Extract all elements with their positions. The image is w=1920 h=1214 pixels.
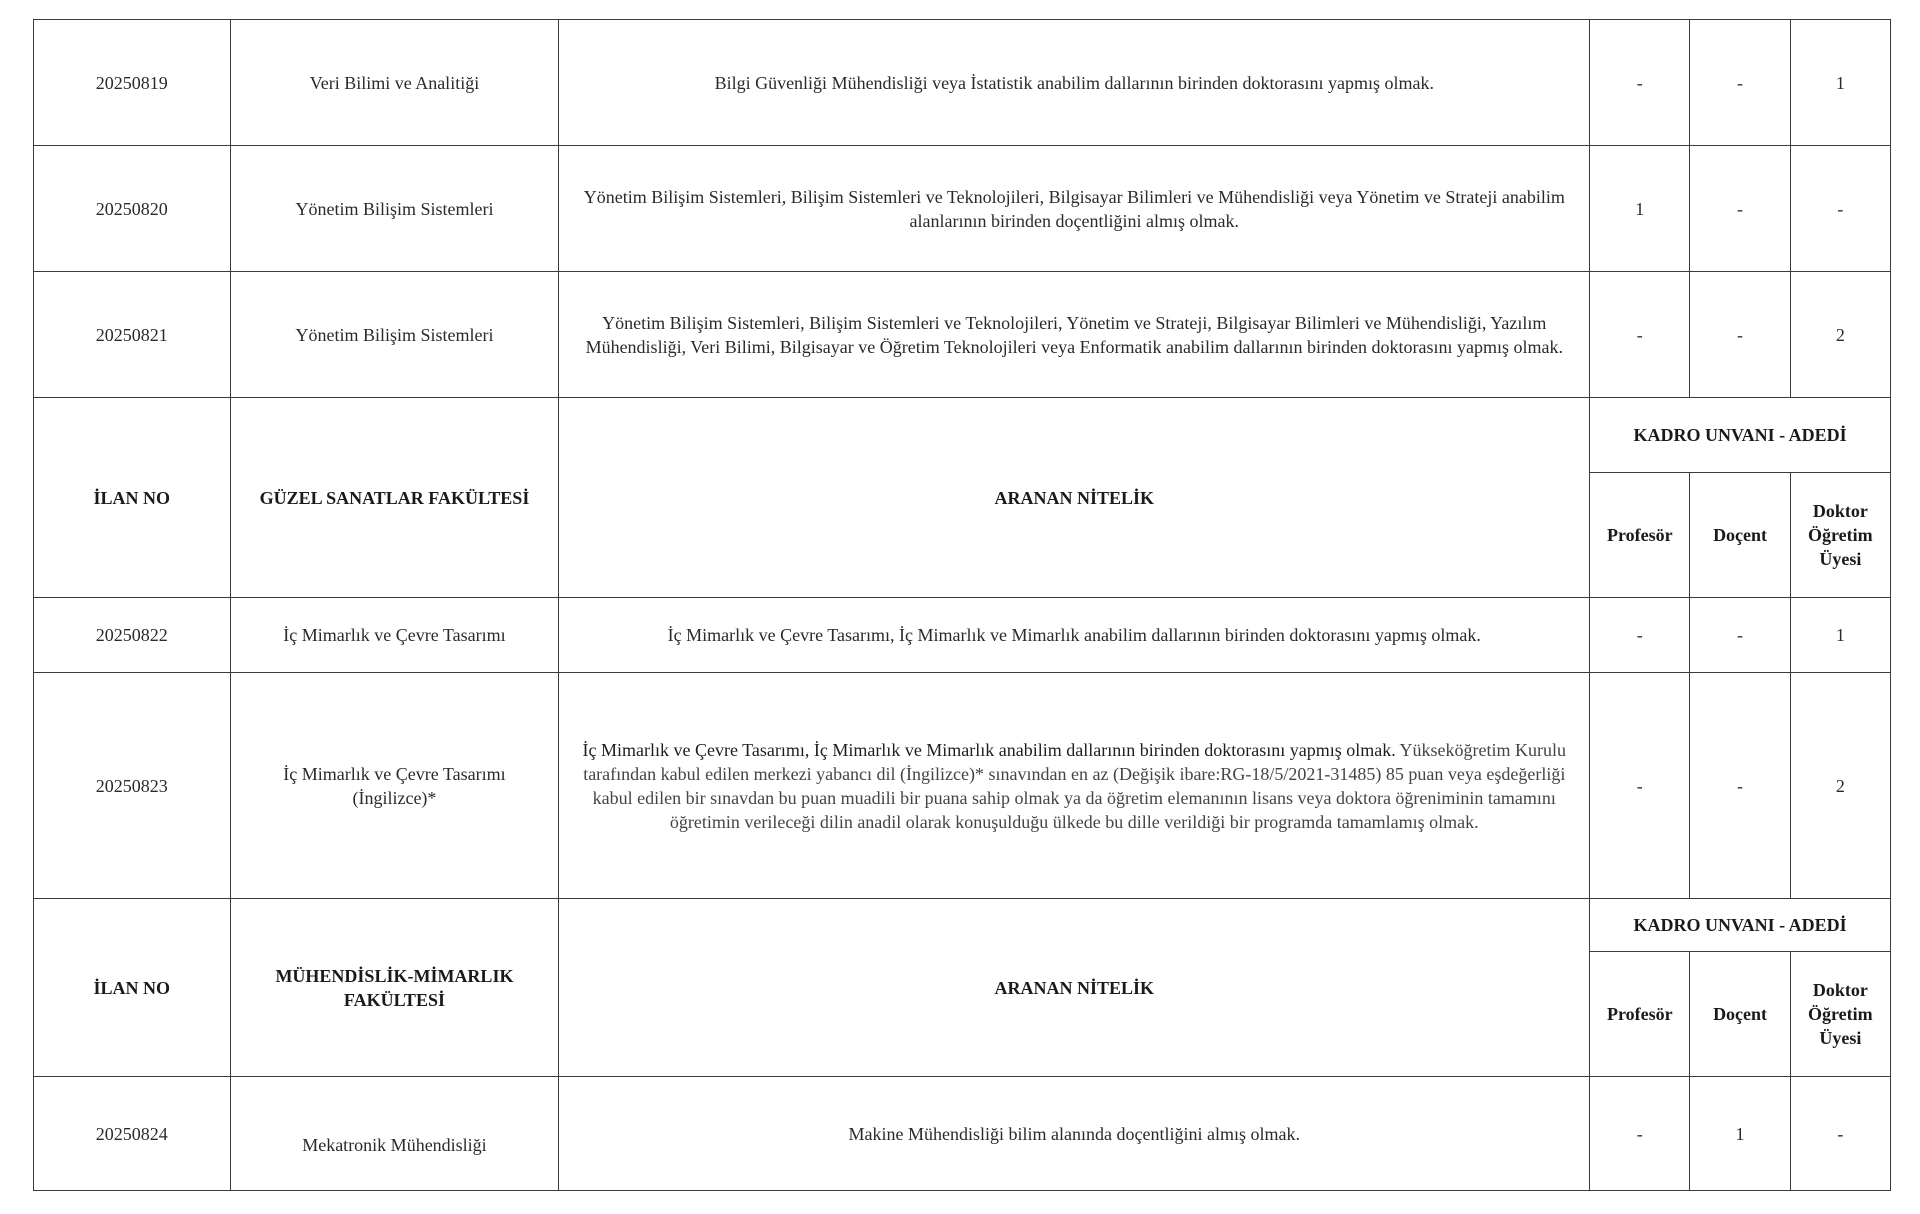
nitelik-cell: Makine Mühendisliği bilim alanında doçentliğini almış olmak. xyxy=(559,1077,1590,1191)
nitelik-cell: Yönetim Bilişim Sistemleri, Bilişim Sistemleri ve Teknolojileri, Yönetim ve Strateji, Bilgisayar Bilimleri ve Mühendisliği, Yazılım Mühendisliği, Veri Bilimi, Bilgisayar ve Öğretim Teknolojileri veya Enformatik anabilim dallarının birinden doktorasını yapmış olmak. xyxy=(559,272,1590,398)
doktor-count: - xyxy=(1790,1077,1890,1191)
nitelik-lead: İç Mimarlık ve Çevre Tasarımı, İç Mimarlık ve Mimarlık anabilim dallarının birinden doktorasını yapmış olmak. xyxy=(582,739,1396,760)
nitelik-header: ARANAN NİTELİK xyxy=(559,899,1590,1077)
docent-header: Doçent xyxy=(1690,473,1790,598)
profesor-header: Profesör xyxy=(1590,473,1690,598)
nitelik-cell: Bilgi Güvenliği Mühendisliği veya İstatistik anabilim dallarının birinden doktorasını yapmış olmak. xyxy=(559,20,1590,146)
docent-count: - xyxy=(1690,20,1790,146)
nitelik-cell: İç Mimarlık ve Çevre Tasarımı, İç Mimarlık ve Mimarlık anabilim dallarının birinden doktorasını yapmış olmak. xyxy=(559,598,1590,673)
bolum-cell: Mekatronik Mühendisliği xyxy=(230,1077,559,1191)
docent-count: - xyxy=(1690,598,1790,673)
doktor-count: 2 xyxy=(1790,673,1890,899)
doktor-header: Doktor Öğretim Üyesi xyxy=(1790,473,1890,598)
profesor-count: - xyxy=(1590,598,1690,673)
kadro-header: KADRO UNVANI - ADEDİ xyxy=(1590,398,1891,473)
bolum-cell: Veri Bilimi ve Analitiği xyxy=(230,20,559,146)
faculty-title: MÜHENDİSLİK-MİMARLIK FAKÜLTESİ xyxy=(230,899,559,1077)
nitelik-rest: Yükseköğretim Kurulu tarafından kabul edilen merkezi yabancı dil (İngilizce)* sınavından en az (Değişik ibare:RG-18/5/2021-31485) 85 puan veya eşdeğerliği kabul edilen bir sınavdan bu puan muadili bir puana sahip olmak ya da öğretim elemanının lisans veya doktora öğreniminin tamamını öğretimin verileceği dilin anadil olarak konuşulduğu ülkede bu dille verildiği bir programda tamamlamış olmak. xyxy=(583,739,1567,832)
table-row xyxy=(34,20,1891,146)
nitelik-cell xyxy=(559,673,1590,899)
docent-count: 1 xyxy=(1690,1077,1790,1191)
doktor-count: - xyxy=(1790,146,1890,272)
ilan-no-header: İLAN NO xyxy=(34,398,231,598)
profesor-count: - xyxy=(1590,673,1690,899)
doktor-count: 1 xyxy=(1790,598,1890,673)
docent-count: - xyxy=(1690,673,1790,899)
nitelik-cell: Yönetim Bilişim Sistemleri, Bilişim Sistemleri ve Teknolojileri, Bilgisayar Bilimleri ve Mühendisliği veya Yönetim ve Strateji anabilim alanlarının birinden doçentliğini almış olmak. xyxy=(559,146,1590,272)
table-row xyxy=(34,673,1891,899)
profesor-count: 1 xyxy=(1590,146,1690,272)
doktor-header: Doktor Öğretim Üyesi xyxy=(1790,952,1890,1077)
profesor-header: Profesör xyxy=(1590,952,1690,1077)
ilan-no-cell: 20250820 xyxy=(34,146,231,272)
ilan-no-cell: 20250822 xyxy=(34,598,231,673)
nitelik-header: ARANAN NİTELİK xyxy=(559,398,1590,598)
doktor-count: 2 xyxy=(1790,272,1890,398)
ilan-no-cell: 20250824 xyxy=(34,1077,231,1191)
table-row xyxy=(34,146,1891,272)
ilan-table xyxy=(33,19,1891,1191)
table-row xyxy=(34,1077,1891,1191)
bolum-cell: Yönetim Bilişim Sistemleri xyxy=(230,146,559,272)
profesor-count: - xyxy=(1590,20,1690,146)
bolum-cell: İç Mimarlık ve Çevre Tasarımı xyxy=(230,598,559,673)
profesor-count: - xyxy=(1590,1077,1690,1191)
bolum-cell: İç Mimarlık ve Çevre Tasarımı (İngilizce)* xyxy=(230,673,559,899)
faculty-header-row xyxy=(34,899,1891,952)
kadro-header: KADRO UNVANI - ADEDİ xyxy=(1590,899,1891,952)
faculty-header-row xyxy=(34,398,1891,473)
table-row xyxy=(34,272,1891,398)
bolum-cell: Yönetim Bilişim Sistemleri xyxy=(230,272,559,398)
docent-count: - xyxy=(1690,272,1790,398)
ilan-no-cell: 20250821 xyxy=(34,272,231,398)
ilan-no-header: İLAN NO xyxy=(34,899,231,1077)
ilan-no-cell: 20250823 xyxy=(34,673,231,899)
profesor-count: - xyxy=(1590,272,1690,398)
doktor-count: 1 xyxy=(1790,20,1890,146)
docent-header: Doçent xyxy=(1690,952,1790,1077)
ilan-no-cell: 20250819 xyxy=(34,20,231,146)
table-row xyxy=(34,598,1891,673)
docent-count: - xyxy=(1690,146,1790,272)
faculty-title: GÜZEL SANATLAR FAKÜLTESİ xyxy=(230,398,559,598)
